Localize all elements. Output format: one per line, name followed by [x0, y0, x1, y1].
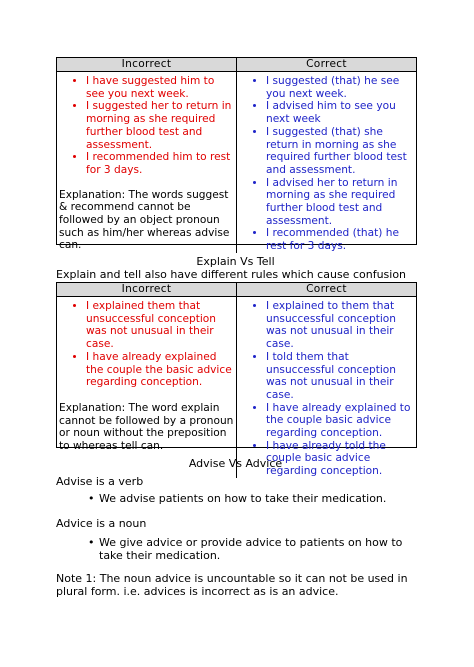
list-item: • I explained them that unsuccessful conception was not unusual in their case.: [86, 300, 234, 351]
noun-example: [88, 536, 429, 562]
header-correct: Correct: [306, 58, 347, 70]
bullet-icon: •: [88, 536, 95, 549]
header-incorrect: Incorrect: [57, 283, 237, 296]
section-intro: Explain and tell also have different rules which cause confusion: [56, 268, 407, 281]
suggest-recommend-table: [56, 57, 417, 253]
list-item: • I have suggested him to see you next week.: [86, 75, 234, 100]
list-item: • I have already explained the couple the basic advice regarding conception.: [86, 351, 234, 389]
list-item: • I recommended him to rest for 3 days.: [86, 151, 234, 176]
verb-example-text: We advise patients on how to take their medication.: [99, 492, 387, 505]
section-title-advise-advice: Advise Vs Advice: [188, 457, 283, 470]
table-header: [57, 283, 416, 297]
list-item: • I told them that unsuccessful conception was not unusual in their case.: [266, 351, 414, 402]
noun-heading: Advice is a noun: [56, 517, 147, 530]
list-item: • I explained to them that unsuccessful conception was not unusual in their case.: [266, 300, 414, 351]
correct-column: [237, 297, 416, 478]
note-text: Note 1: The noun advice is uncountable so it can not be used in plural form. i.e. advices is incorrect as is an advice.: [56, 572, 408, 598]
list-item: • I advised him to see you next week: [266, 100, 414, 125]
correct-column: [237, 72, 416, 253]
list-item: • I recommended (that) he rest for 3 days.: [266, 227, 414, 252]
incorrect-list: [57, 75, 234, 177]
list-item: • I advised her to return in morning as she required further blood test and assessment.: [266, 177, 414, 228]
correct-list: [237, 300, 414, 478]
incorrect-column: [57, 72, 237, 253]
table-header: [57, 58, 416, 72]
explanation-text: Explanation: The words suggest & recommend cannot be followed by an object pronoun such as him/her whereas advise can.: [59, 188, 230, 252]
header-incorrect: Incorrect: [57, 58, 237, 71]
list-item: • I have already explained to the couple basic advice regarding conception.: [266, 402, 414, 440]
list-item: • I have already told the couple basic advice regarding conception.: [266, 440, 414, 478]
explanation-text: Explanation: The word explain cannot be followed by a pronoun or noun without the preposition to whereas tell can.: [59, 401, 234, 453]
list-item: • I suggested (that) she return in morning as she required further blood test and assessment.: [266, 126, 414, 177]
noun-example-text: We give advice or provide advice to patients on how to take their medication.: [99, 536, 403, 562]
section-title-explain-tell: Explain Vs Tell: [196, 255, 275, 268]
correct-list: [237, 75, 414, 253]
header-correct: Correct: [306, 283, 347, 295]
bullet-icon: •: [88, 492, 95, 505]
list-item: • I suggested her to return in morning as she required further blood test and assessment.: [86, 100, 234, 151]
verb-heading: Advise is a verb: [56, 475, 144, 488]
incorrect-column: [57, 297, 237, 478]
verb-example: [88, 492, 429, 505]
incorrect-list: [57, 300, 234, 389]
list-item: • I suggested (that) he see you next week.: [266, 75, 414, 100]
